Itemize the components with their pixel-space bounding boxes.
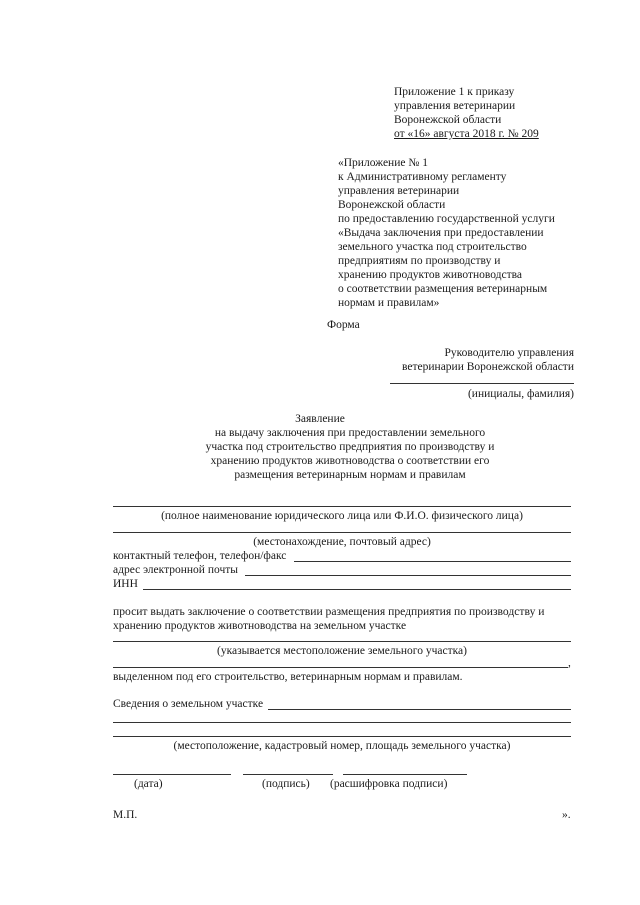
signature-line — [243, 774, 333, 775]
applicant-address-line — [113, 532, 571, 533]
date-line — [113, 774, 231, 775]
email-label: адрес электронной почты — [113, 564, 238, 576]
applicant-address-caption: (местонахождение, почтовый адрес) — [253, 536, 431, 548]
title-line-2: на выдачу заключения при предоставлении земельного — [214, 427, 486, 439]
title-line-3: участка под строительство предприятия по производству и — [205, 441, 495, 453]
land-info-line-1 — [268, 709, 571, 710]
order-line-3: Воронежской области — [394, 114, 502, 126]
applicant-name-line — [113, 506, 571, 507]
addressee-caption: (инициалы, фамилия) — [467, 388, 574, 400]
addressee-line-2: ветеринарии Воронежской области — [402, 361, 574, 373]
location-caption: (указывается местоположение земельного участка) — [217, 645, 467, 657]
location-end-mark: , — [568, 657, 571, 669]
reglament-line: Воронежской области — [338, 199, 446, 211]
reglament-line: земельного участка под строительство — [338, 241, 527, 253]
reglament-line: «Приложение № 1 — [338, 157, 428, 169]
inn-label: ИНН — [113, 578, 138, 590]
reglament-line: о соответствии размещения ветеринарным — [338, 283, 548, 295]
title-line-5: размещения ветеринарным нормам и правилам — [234, 469, 466, 481]
allocated-text: выделенном под его строительство, ветеринарным нормам и правилам. — [113, 671, 463, 683]
signature-decode-line — [343, 774, 467, 775]
addressee-line-1: Руководителю управления — [444, 347, 574, 359]
order-line-1: Приложение 1 к приказу — [394, 86, 515, 98]
reglament-line: нормам и правилам» — [338, 297, 440, 309]
land-info-label: Сведения о земельном участке — [113, 698, 264, 710]
reglament-line: к Административному регламенту — [338, 171, 507, 183]
reglament-line: предприятиям по производству и — [338, 255, 501, 267]
stamp-label: М.П. — [113, 809, 138, 821]
reglament-line: «Выдача заключения при предоставлении — [338, 227, 544, 239]
land-info-caption: (местоположение, кадастровый номер, площадь земельного участка) — [173, 740, 511, 752]
signature-caption: (подпись) — [262, 778, 310, 790]
order-line-2: управления ветеринарии — [394, 100, 516, 112]
closing-mark: ». — [562, 809, 571, 821]
reglament-line: хранению продуктов животноводства — [338, 269, 523, 281]
form-label: Форма — [327, 319, 360, 331]
location-line — [113, 641, 571, 642]
location-line-2 — [113, 667, 568, 668]
signature-decode-caption: (расшифровка подписи) — [330, 778, 448, 790]
phone-line — [294, 561, 571, 562]
phone-label: контактный телефон, телефон/факс — [113, 550, 287, 562]
land-info-line-2 — [113, 722, 571, 723]
inn-line — [143, 589, 571, 590]
addressee-name-line — [390, 383, 574, 384]
title-line-4: хранению продуктов животноводства о соответствии его — [210, 455, 490, 467]
applicant-name-caption: (полное наименование юридического лица или Ф.И.О. физического лица) — [161, 510, 523, 522]
date-caption: (дата) — [134, 778, 163, 790]
request-line-2: хранению продуктов животноводства на земельном участке — [113, 620, 407, 632]
reglament-line: управления ветеринарии — [338, 185, 460, 197]
email-line — [245, 575, 571, 576]
land-info-line-3 — [113, 736, 571, 737]
reglament-line: по предоставлению государственной услуги — [338, 213, 555, 225]
order-date-number: от «16» августа 2018 г. № 209 — [394, 128, 539, 140]
request-line-1: просит выдать заключение о соответствии размещения предприятия по производству и — [113, 605, 545, 618]
document-title: Заявление — [295, 413, 345, 425]
